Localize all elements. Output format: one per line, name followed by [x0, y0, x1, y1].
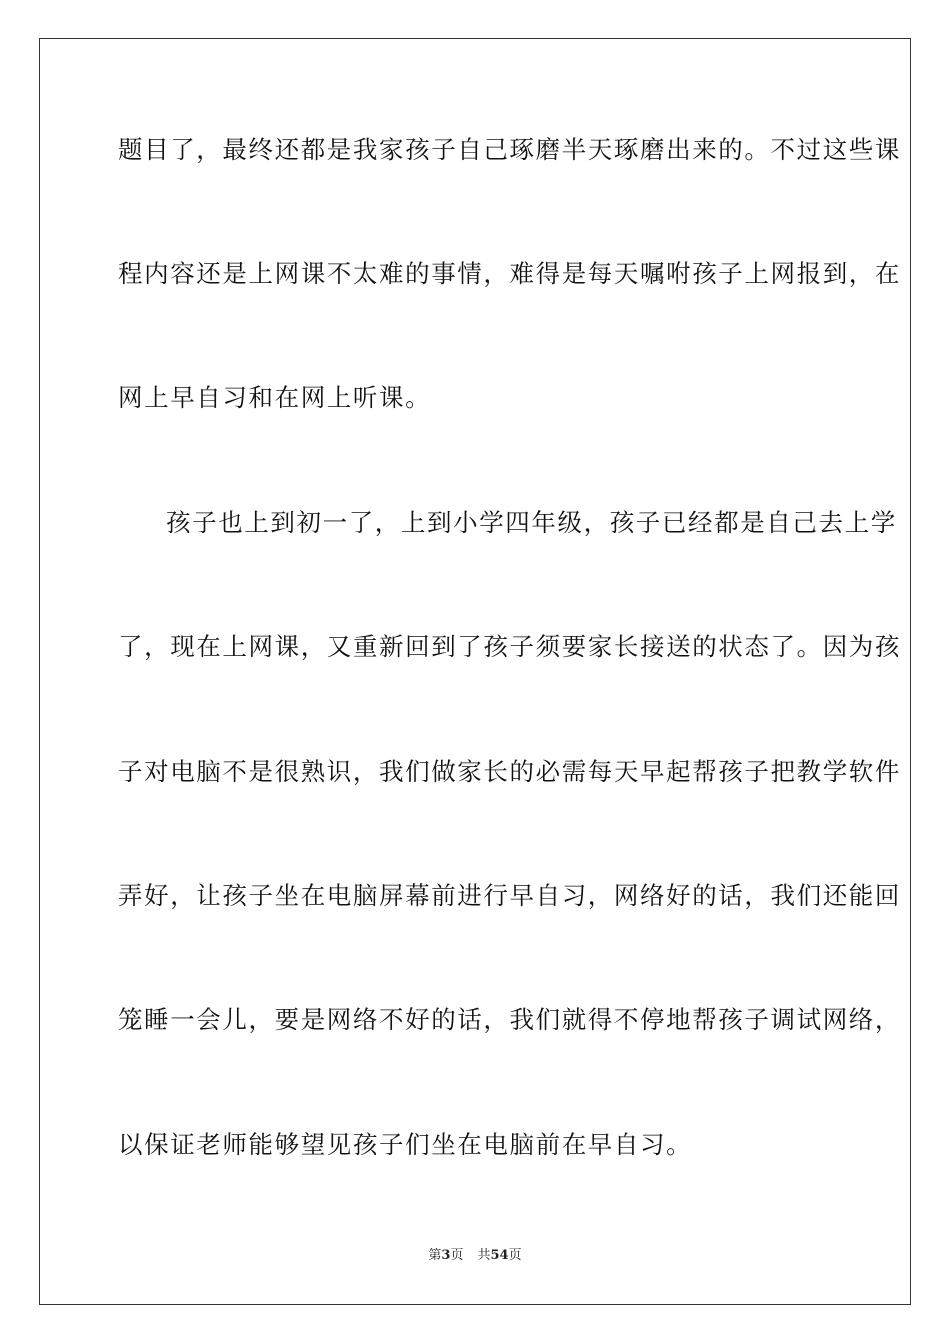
body-line-1: 题目了，最终还都是我家孩子自己琢磨半天琢磨出来的。不过这些课	[118, 135, 901, 164]
footer-page-number: 3	[441, 1248, 451, 1263]
body-line-3: 网上早自习和在网上听课。	[118, 383, 432, 412]
page-footer	[0, 1247, 950, 1265]
body-line-6: 子对电脑不是很熟识，我们做家长的必需每天早起帮孩子把教学软件	[118, 757, 901, 786]
body-line-8: 笼睡一会儿，要是网络不好的话，我们就得不停地帮孩子调试网络，	[118, 1005, 901, 1034]
body-line-5: 了，现在上网课，又重新回到了孩子须要家长接送的状态了。因为孩	[118, 632, 901, 661]
body-line-4: 孩子也上到初一了，上到小学四年级，孩子已经都是自己去上学	[166, 508, 897, 537]
body-line-9: 以保证老师能够望见孩子们坐在电脑前在早自习。	[118, 1130, 693, 1159]
page-border	[39, 38, 911, 1305]
body-line-7: 弄好，让孩子坐在电脑屏幕前进行早自习，网络好的话，我们还能回	[118, 881, 901, 910]
footer-page-suffix: 页	[450, 1248, 464, 1263]
footer-page-prefix: 第	[428, 1248, 442, 1263]
body-line-2: 程内容还是上网课不太难的事情，难得是每天嘱咐孩子上网报到，在	[118, 259, 901, 288]
footer-total-pages: 54	[490, 1248, 509, 1263]
footer-total-suffix: 页	[508, 1248, 522, 1263]
footer-total-prefix: 共	[477, 1248, 491, 1263]
